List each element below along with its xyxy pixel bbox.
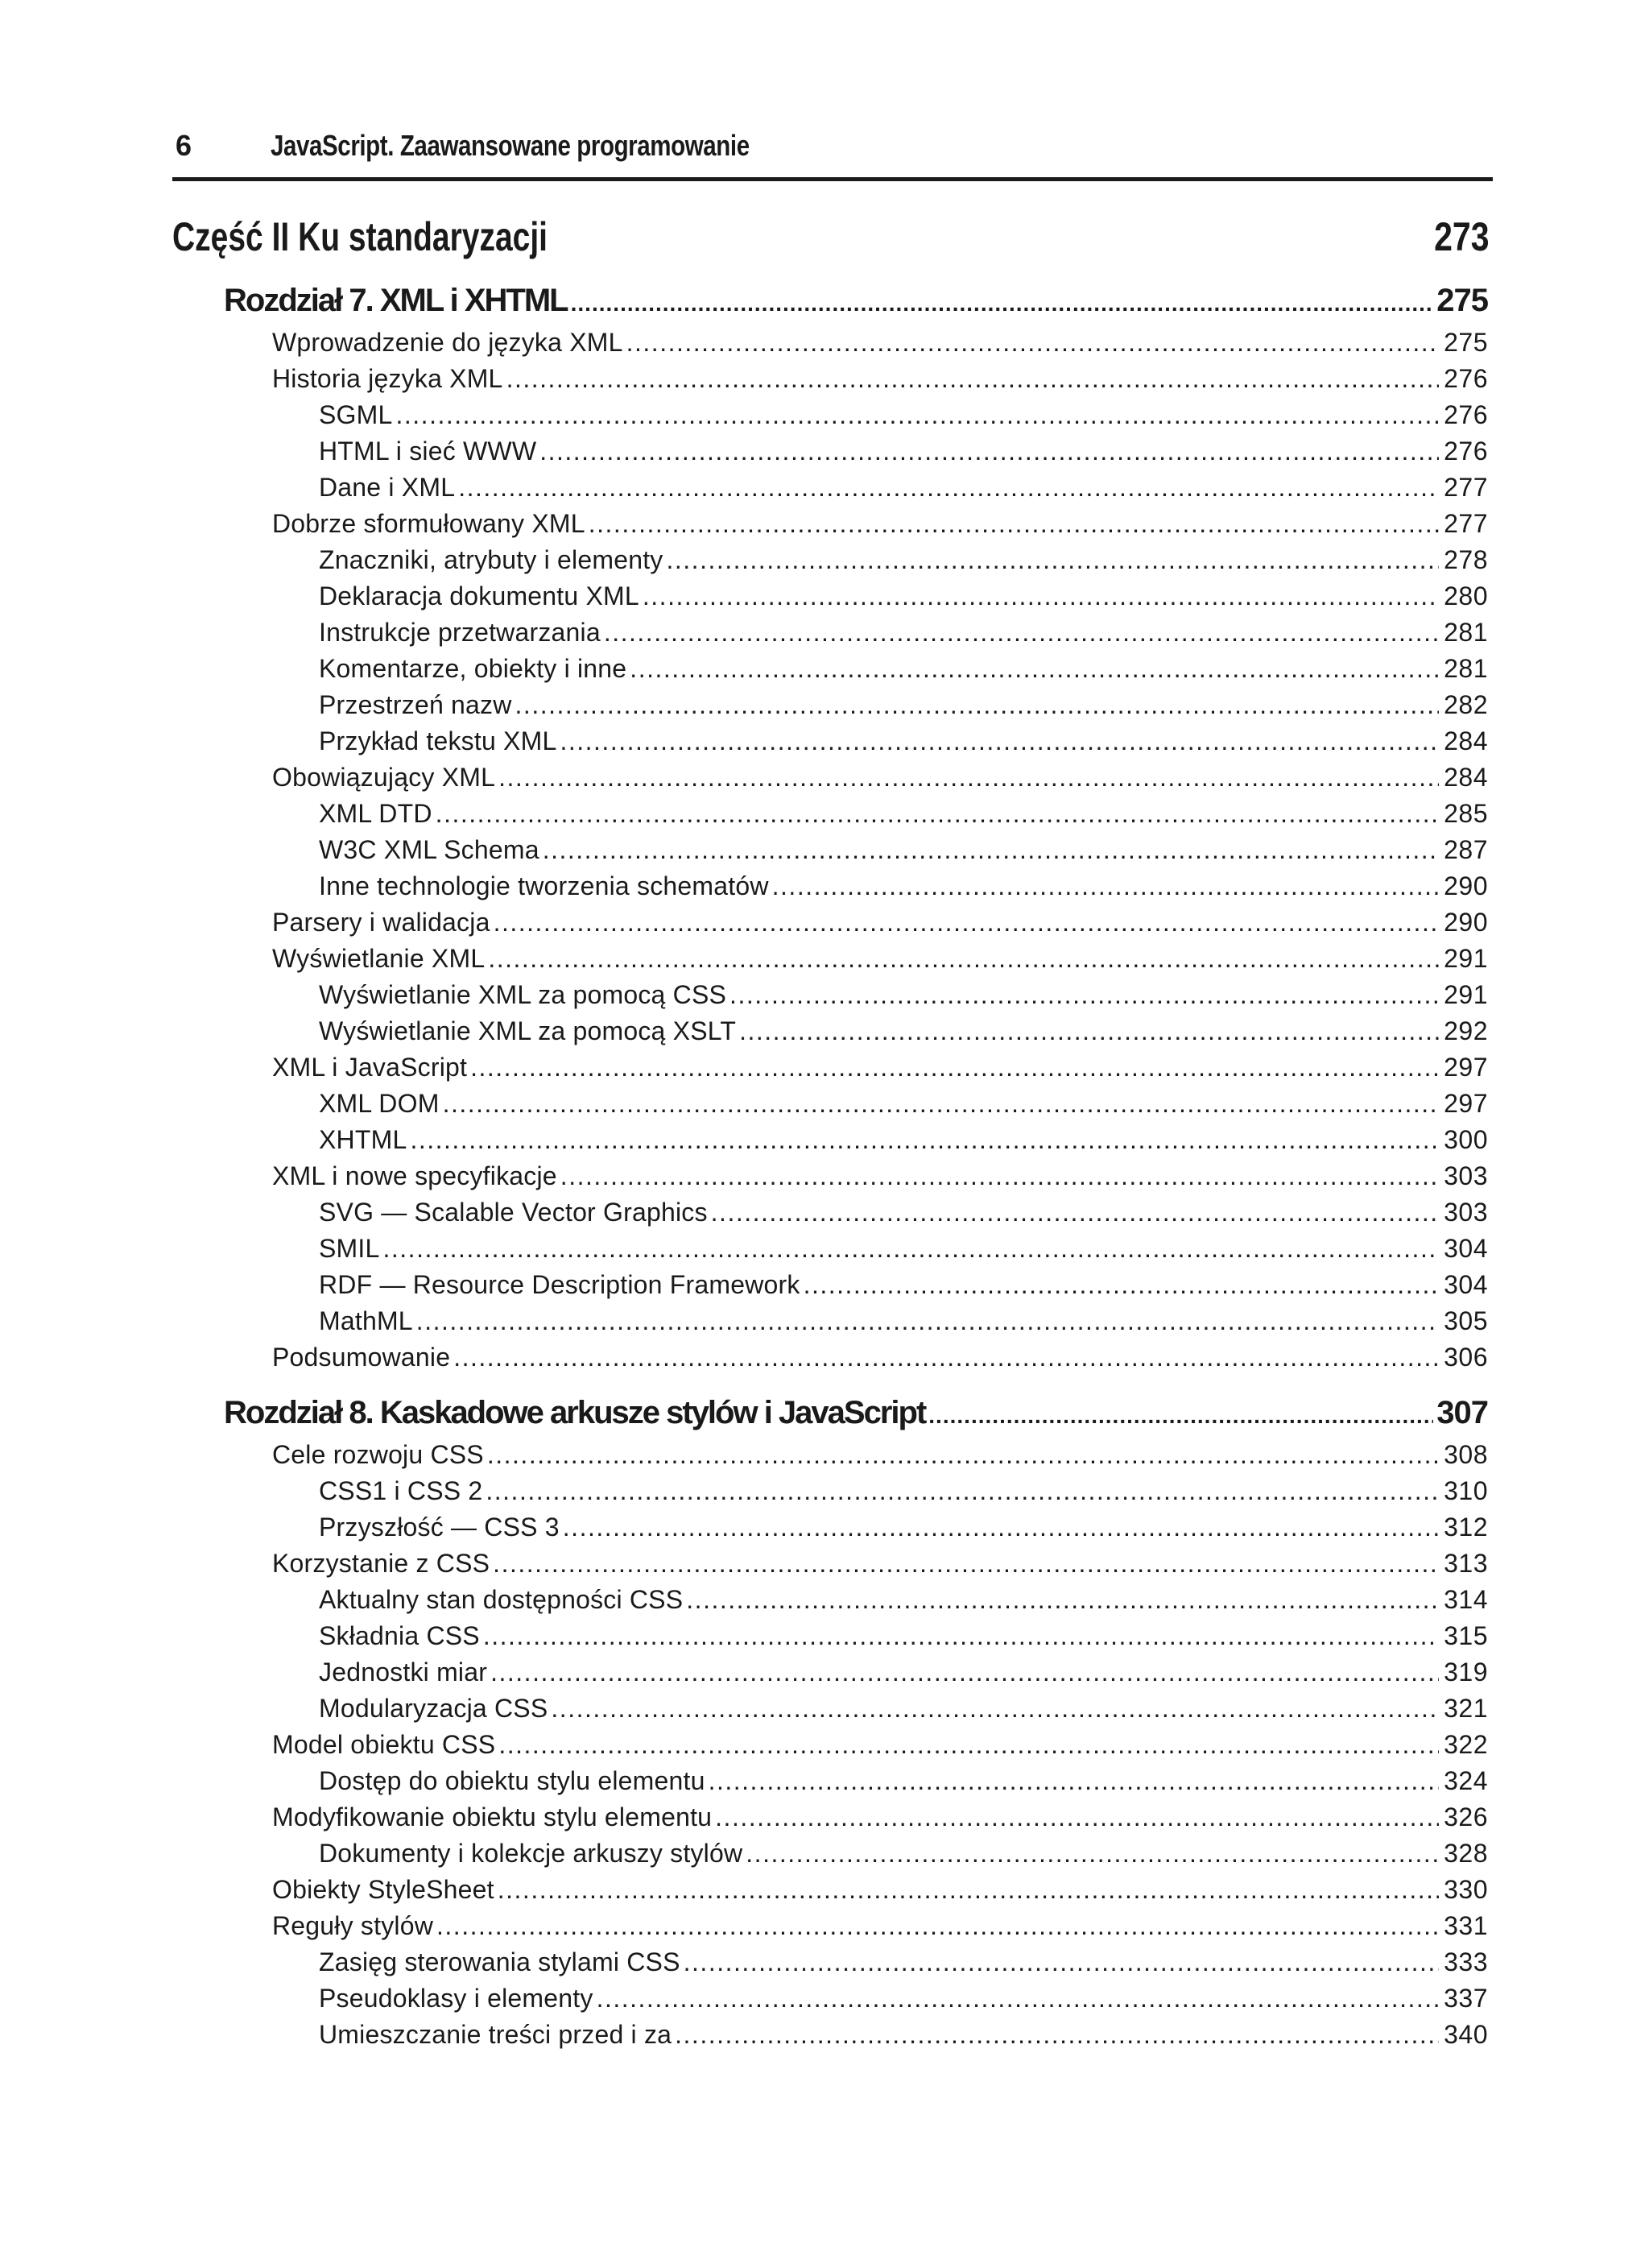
entry-page: 312: [1444, 1513, 1488, 1542]
entry-title: W3C XML Schema: [319, 835, 539, 864]
chapter-page: 307: [1436, 1395, 1488, 1430]
toc-subsection[interactable]: [319, 1654, 1488, 1691]
toc-section[interactable]: [272, 1339, 1488, 1376]
toc-section[interactable]: [272, 1049, 1488, 1086]
entry-title: Reguły stylów: [272, 1911, 434, 1940]
toc-subsection[interactable]: [319, 1980, 1488, 2017]
entry-page: 333: [1444, 1947, 1488, 1976]
entry-page: 300: [1444, 1125, 1488, 1154]
dot-leader: [630, 651, 1439, 687]
dot-leader: [560, 723, 1439, 759]
entry-title: Wyświetlanie XML za pomocą CSS: [319, 980, 727, 1009]
toc-subsection[interactable]: [319, 615, 1488, 651]
entry-title: RDF — Resource Description Framework: [319, 1270, 800, 1299]
toc-subsection[interactable]: [319, 1618, 1488, 1654]
dot-leader: [675, 2017, 1439, 2053]
toc-subsection[interactable]: [319, 832, 1488, 868]
entry-title: Modyfikowanie obiektu stylu elementu: [272, 1802, 713, 1831]
part-title: Część II Ku standaryzacji: [172, 214, 548, 259]
entry-page: 306: [1444, 1343, 1488, 1372]
entry-title: Jednostki miar: [319, 1658, 488, 1687]
entry-page: 297: [1444, 1053, 1488, 1082]
entry-title: Dostęp do obiektu stylu elementu: [319, 1766, 705, 1795]
toc-subsection[interactable]: [319, 1303, 1488, 1339]
entry-page: 284: [1444, 726, 1488, 755]
toc-subsection[interactable]: [319, 868, 1488, 904]
entry-title: Wyświetlanie XML: [272, 944, 486, 973]
dot-leader: [711, 1194, 1439, 1231]
entry-title: SVG — Scalable Vector Graphics: [319, 1198, 708, 1227]
dot-leader: [715, 1799, 1439, 1836]
toc-subsection[interactable]: [319, 1013, 1488, 1049]
entry-title: Zasięg sterowania stylami CSS: [319, 1947, 680, 1976]
toc-subsection[interactable]: [319, 578, 1488, 615]
dot-leader: [684, 1944, 1439, 1980]
dot-leader: [772, 868, 1439, 904]
page-number: 6: [176, 129, 192, 162]
toc-subsection[interactable]: [319, 1509, 1488, 1546]
entry-title: Obiekty StyleSheet: [272, 1875, 494, 1904]
entry-page: 305: [1444, 1306, 1488, 1335]
dot-leader: [396, 397, 1440, 433]
entry-page: 277: [1444, 473, 1488, 502]
dot-leader: [436, 796, 1439, 832]
toc-section[interactable]: [272, 1158, 1488, 1194]
entry-page: 282: [1444, 690, 1488, 719]
entry-page: 292: [1444, 1016, 1488, 1045]
toc-subsection[interactable]: [319, 977, 1488, 1013]
entry-page: 322: [1444, 1730, 1488, 1759]
toc-subsection[interactable]: [319, 687, 1488, 723]
entry-title: SGML: [319, 400, 393, 429]
toc-subsection[interactable]: [319, 723, 1488, 759]
entry-page: 331: [1444, 1911, 1488, 1940]
dot-leader: [709, 1763, 1440, 1799]
entry-page: 287: [1444, 835, 1488, 864]
entry-page: 324: [1444, 1766, 1488, 1795]
dot-leader: [928, 1392, 1433, 1440]
entry-page: 297: [1444, 1089, 1488, 1118]
entry-page: 326: [1444, 1802, 1488, 1831]
toc-section[interactable]: [272, 1799, 1488, 1836]
entry-title: Cele rozwoju CSS: [272, 1440, 484, 1469]
toc-subsection[interactable]: [319, 470, 1488, 506]
toc-section[interactable]: [272, 506, 1488, 542]
dot-leader: [506, 361, 1440, 397]
entry-page: 340: [1444, 2020, 1488, 2049]
dot-leader: [416, 1303, 1439, 1339]
entry-title: Umieszczanie treści przed i za: [319, 2020, 672, 2049]
entry-page: 314: [1444, 1585, 1488, 1614]
entry-page: 290: [1444, 871, 1488, 900]
dot-leader: [483, 1618, 1439, 1654]
toc-subsection[interactable]: [319, 1836, 1488, 1872]
book-page: [172, 129, 1493, 2053]
entry-page: 281: [1444, 654, 1488, 683]
dot-leader: [453, 1339, 1439, 1376]
running-head: [172, 129, 1493, 181]
dot-leader: [470, 1049, 1439, 1086]
entry-title: Podsumowanie: [272, 1343, 451, 1372]
entry-title: Korzystanie z CSS: [272, 1549, 490, 1578]
dot-leader: [589, 506, 1439, 542]
toc-subsection[interactable]: [319, 1194, 1488, 1231]
dot-leader: [488, 941, 1439, 977]
entry-page: 319: [1444, 1658, 1488, 1687]
entry-page: 303: [1444, 1198, 1488, 1227]
dot-leader: [686, 1582, 1439, 1618]
part-page: 273: [1433, 214, 1490, 259]
entry-title: Pseudoklasy i elementy: [319, 1984, 593, 2013]
toc-section[interactable]: [272, 759, 1488, 796]
chapter-title: Rozdział 7. XML i XHTML: [224, 283, 568, 318]
dot-leader: [571, 279, 1434, 328]
entry-title: Wprowadzenie do języka XML: [272, 328, 623, 357]
toc-subsection[interactable]: [319, 1267, 1488, 1303]
entry-title: Instrukcje przetwarzania: [319, 618, 601, 647]
toc-section[interactable]: [272, 1546, 1488, 1582]
entry-page: 276: [1444, 437, 1488, 466]
entry-title: Model obiektu CSS: [272, 1730, 496, 1759]
part-heading: [172, 213, 1493, 270]
entry-page: 310: [1444, 1476, 1488, 1505]
toc-section[interactable]: [272, 1727, 1488, 1763]
dot-leader: [597, 1980, 1440, 2017]
toc-section[interactable]: [272, 1908, 1488, 1944]
entry-title: Parsery i walidacja: [272, 908, 490, 937]
entry-page: 330: [1444, 1875, 1488, 1904]
toc-subsection[interactable]: [319, 1473, 1488, 1509]
entry-page: 281: [1444, 618, 1488, 647]
toc-subsection[interactable]: [319, 1763, 1488, 1799]
dot-leader: [551, 1691, 1439, 1727]
entry-title: Składnia CSS: [319, 1621, 480, 1650]
entry-title: SMIL: [319, 1234, 380, 1263]
entry-title: Wyświetlanie XML za pomocą XSLT: [319, 1016, 737, 1045]
entry-title: Deklaracja dokumentu XML: [319, 581, 639, 610]
entry-page: 276: [1444, 400, 1488, 429]
entry-title: XML i nowe specyfikacje: [272, 1161, 557, 1190]
entry-page: 291: [1444, 980, 1488, 1009]
entry-page: 321: [1444, 1694, 1488, 1723]
dot-leader: [493, 1546, 1439, 1582]
dot-leader: [739, 1013, 1439, 1049]
toc-subsection[interactable]: [319, 1231, 1488, 1267]
toc-section[interactable]: [272, 325, 1488, 361]
dot-leader: [410, 1122, 1439, 1158]
dot-leader: [458, 470, 1439, 506]
entry-title: Inne technologie tworzenia schematów: [319, 871, 769, 900]
dot-leader: [539, 433, 1439, 470]
chapter-heading[interactable]: [224, 276, 1488, 325]
dot-leader: [560, 1158, 1439, 1194]
chapter-entries: [172, 325, 1493, 1376]
entry-title: XHTML: [319, 1125, 407, 1154]
entry-page: 278: [1444, 545, 1488, 574]
entry-page: 303: [1444, 1161, 1488, 1190]
dot-leader: [498, 1872, 1439, 1908]
dot-leader: [515, 687, 1440, 723]
toc-subsection[interactable]: [319, 1944, 1488, 1980]
dot-leader: [494, 904, 1440, 941]
chapter-heading[interactable]: [224, 1389, 1488, 1437]
toc-section[interactable]: [272, 1872, 1488, 1908]
toc-subsection[interactable]: [319, 2017, 1488, 2053]
entry-page: 285: [1444, 799, 1488, 828]
entry-page: 284: [1444, 763, 1488, 792]
entry-title: Aktualny stan dostępności CSS: [319, 1585, 684, 1614]
book-title: JavaScript. Zaawansowane programowanie: [271, 129, 750, 162]
dot-leader: [486, 1473, 1439, 1509]
entry-page: 308: [1444, 1440, 1488, 1469]
entry-title: Dokumenty i kolekcje arkuszy stylów: [319, 1839, 743, 1868]
table-of-contents: [172, 276, 1493, 2053]
toc-subsection[interactable]: [319, 1691, 1488, 1727]
entry-page: 315: [1444, 1621, 1488, 1650]
entry-page: 276: [1444, 364, 1488, 393]
entry-page: 313: [1444, 1549, 1488, 1578]
entry-page: 328: [1444, 1839, 1488, 1868]
chapter-page: 275: [1436, 283, 1488, 318]
entry-title: Przykład tekstu XML: [319, 726, 557, 755]
toc-section[interactable]: [272, 941, 1488, 977]
entry-page: 304: [1444, 1234, 1488, 1263]
entry-title: Dane i XML: [319, 473, 456, 502]
dot-leader: [563, 1509, 1439, 1546]
chapter-title: Rozdział 8. Kaskadowe arkusze stylów i JavaScript: [224, 1395, 926, 1430]
entry-title: Przestrzeń nazw: [319, 690, 512, 719]
toc-section[interactable]: [272, 361, 1488, 397]
entry-title: Historia języka XML: [272, 364, 503, 393]
toc-subsection[interactable]: [319, 1086, 1488, 1122]
toc-section[interactable]: [272, 904, 1488, 941]
entry-title: HTML i sieć WWW: [319, 437, 537, 466]
toc-subsection[interactable]: [319, 796, 1488, 832]
entry-title: XML i JavaScript: [272, 1053, 468, 1082]
entry-title: MathML: [319, 1306, 413, 1335]
entry-title: CSS1 i CSS 2: [319, 1476, 483, 1505]
dot-leader: [746, 1836, 1439, 1872]
dot-leader: [667, 542, 1440, 578]
entry-title: Przyszłość — CSS 3: [319, 1513, 560, 1542]
entry-page: 275: [1444, 328, 1488, 357]
entry-page: 290: [1444, 908, 1488, 937]
dot-leader: [626, 325, 1439, 361]
toc-subsection[interactable]: [319, 1582, 1488, 1618]
entry-title: Obowiązujący XML: [272, 763, 496, 792]
chapter-entries: [172, 1437, 1493, 2053]
dot-leader: [804, 1267, 1440, 1303]
dot-leader: [383, 1231, 1440, 1267]
toc-section[interactable]: [272, 1437, 1488, 1473]
toc-subsection[interactable]: [319, 433, 1488, 470]
entry-title: Komentarze, obiekty i inne: [319, 654, 627, 683]
entry-title: Modularyzacja CSS: [319, 1694, 548, 1723]
dot-leader: [436, 1908, 1439, 1944]
dot-leader: [487, 1437, 1439, 1473]
dot-leader: [729, 977, 1439, 1013]
dot-leader: [498, 759, 1439, 796]
dot-leader: [604, 615, 1439, 651]
entry-title: Dobrze sformułowany XML: [272, 509, 585, 538]
dot-leader: [490, 1654, 1439, 1691]
dot-leader: [543, 832, 1439, 868]
toc-subsection[interactable]: [319, 1122, 1488, 1158]
entry-title: XML DTD: [319, 799, 432, 828]
toc-subsection[interactable]: [319, 542, 1488, 578]
entry-page: 304: [1444, 1270, 1488, 1299]
dot-leader: [443, 1086, 1440, 1122]
entry-page: 291: [1444, 944, 1488, 973]
entry-title: XML DOM: [319, 1089, 440, 1118]
entry-page: 277: [1444, 509, 1488, 538]
dot-leader: [498, 1727, 1439, 1763]
entry-page: 337: [1444, 1984, 1488, 2013]
entry-page: 280: [1444, 581, 1488, 610]
entry-title: Znaczniki, atrybuty i elementy: [319, 545, 663, 574]
toc-subsection[interactable]: [319, 397, 1488, 433]
dot-leader: [643, 578, 1439, 615]
toc-subsection[interactable]: [319, 651, 1488, 687]
